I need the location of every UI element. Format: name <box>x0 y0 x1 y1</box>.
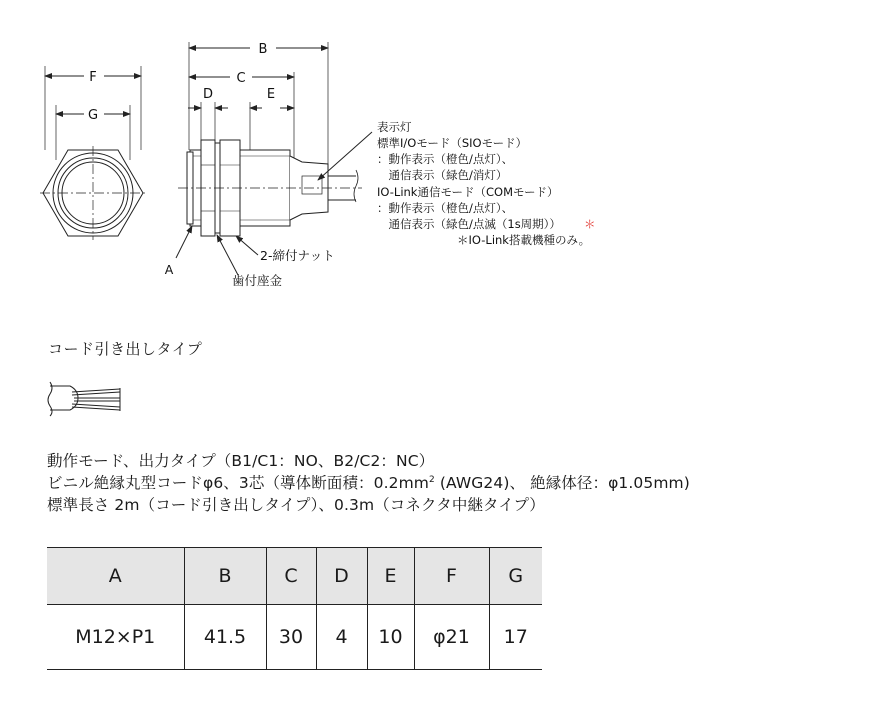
table-header-cell: B <box>184 548 266 605</box>
table-cell: 4 <box>316 605 367 670</box>
side-view <box>176 42 372 275</box>
table-header-cell: E <box>367 548 414 605</box>
table-cell: M12×P1 <box>75 626 156 648</box>
table-header-cell: F <box>414 548 489 605</box>
washer-callout: 歯付座金 <box>232 273 283 288</box>
table-cell: 17 <box>489 605 542 670</box>
indicator-line: ：動作表示（橙色/点灯）、 <box>377 152 514 166</box>
nut-callout: 2-締付ナット <box>260 248 335 263</box>
dim-label-g: G <box>87 108 99 123</box>
spec-cord-superscript: 2 <box>429 474 435 485</box>
cord-icon <box>44 378 126 418</box>
table-header-row <box>47 548 542 605</box>
indicator-line: 通信表示（緑色/点滅（1s周期）） <box>377 217 561 231</box>
indicator-line: ＊IO-Link搭載機種のみ。 <box>457 233 591 247</box>
red-asterisk: ＊ <box>584 217 596 231</box>
spec-operation-mode: 動作モード、出力タイプ（B1/C1：NO、B2/C2：NC） <box>47 452 435 470</box>
dimension-table <box>47 547 542 670</box>
table-header-cell: A <box>108 565 122 587</box>
sensor-dimension-drawing <box>0 0 879 330</box>
dim-label-c: C <box>236 71 246 86</box>
indicator-line: 標準I/Oモード（SIOモード） <box>377 136 528 150</box>
table-cell: 41.5 <box>184 605 266 670</box>
table-row <box>47 605 542 670</box>
dim-label-b: B <box>258 42 268 57</box>
indicator-line: IO-Link通信モード（COMモード） <box>377 185 559 199</box>
dim-label-d: D <box>202 87 214 102</box>
spec-standard-length: 標準長さ 2m（コード引き出しタイプ）、0.3m（コネクタ中継タイプ） <box>47 496 545 514</box>
spec-cord <box>47 471 690 493</box>
front-view <box>40 66 146 240</box>
table-header-cell: G <box>489 548 542 605</box>
indicator-line: 通信表示（緑色/消灯） <box>377 168 508 182</box>
indicator-line: ：動作表示（橙色/点灯）、 <box>377 201 514 215</box>
indicator-notes <box>377 120 596 247</box>
dim-label-a: A <box>164 262 174 277</box>
spec-cord-text: ビニル絶縁丸型コードφ6、3芯（導体断面積：0.2mm <box>47 474 429 492</box>
table-header-cell: C <box>266 548 316 605</box>
dim-label-e: E <box>266 87 276 102</box>
table-cell: 10 <box>367 605 414 670</box>
table-cell: 30 <box>266 605 316 670</box>
cord-type-heading: コード引き出しタイプ <box>48 340 203 358</box>
indicator-line: 表示灯 <box>377 120 412 134</box>
table-header-cell: D <box>316 548 367 605</box>
spec-cord-text-end: (AWG24)、 絶縁体径：φ1.05mm) <box>434 474 690 492</box>
dim-label-f: F <box>89 70 97 85</box>
table-cell: φ21 <box>414 605 489 670</box>
